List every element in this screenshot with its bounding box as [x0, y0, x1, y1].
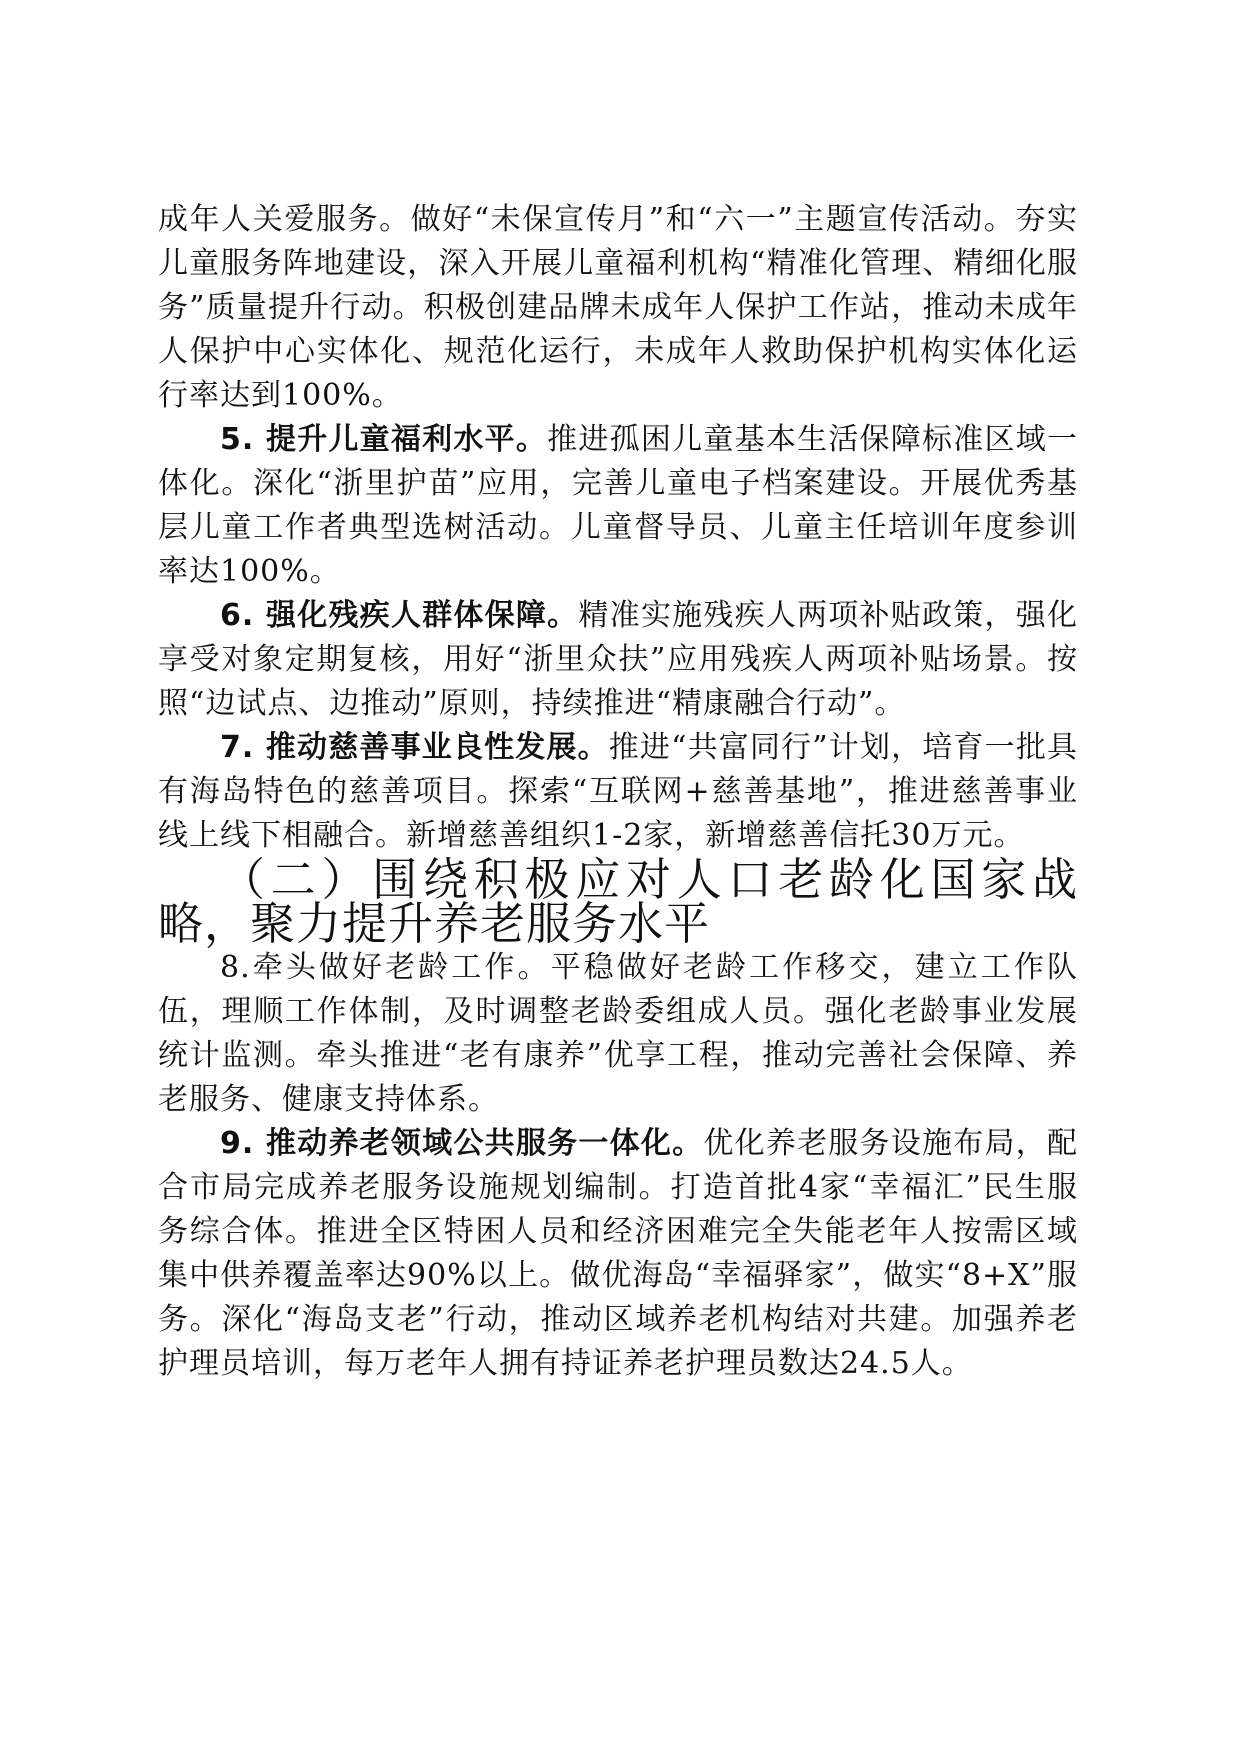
paragraph-text: 推进孤困儿童基本生活保障标准区域一体化。深化“浙里护苗”应用，完善儿童电子档案建设。开展优秀基层儿童工作者典型选树活动。儿童督导员、儿童主任培训年度参训率达100%。 — [158, 422, 1079, 589]
paragraph-lead: 9. 推动养老领域公共服务一体化。 — [220, 1126, 704, 1161]
paragraph-lead: 7. 推动慈善事业良性发展。 — [220, 730, 609, 765]
paragraph-child-welfare — [158, 418, 1078, 594]
paragraph-minor-protection — [158, 198, 1078, 418]
paragraph-lead: 5. 提升儿童福利水平。 — [220, 422, 548, 457]
paragraph-text: 精准实施残疾人两项补贴政策，强化享受对象定期复核，用好“浙里众扶”应用残疾人两项补贴场景。按照“边试点、边推动”原则，持续推进“精康融合行动”。 — [158, 598, 1078, 721]
document-page — [158, 198, 1078, 1386]
paragraph-disability-support — [158, 594, 1078, 726]
paragraph-aging-work — [158, 946, 1078, 1122]
paragraph-text: 8.牵头做好老龄工作。平稳做好老龄工作移交，建立工作队伍，理顺工作体制，及时调整老龄委组成人员。强化老龄事业发展统计监测。牵头推进“老有康养”优享工程，推动完善社会保障、养老服务、健康支持体系。 — [158, 950, 1078, 1117]
paragraph-text: 优化养老服务设施布局，配合市局完成养老服务设施规划编制。打造首批4家“幸福汇”民生服务综合体。推进全区特困人员和经济困难完全失能老年人按需区域集中供养覆盖率达90%以上。做优海岛“幸福驿家”，做实“8+X”服务。深化“海岛支老”行动，推动区域养老机构结对共建。加强养老护理员培训，每万老年人拥有持证养老护理员数达24.5人。 — [158, 1126, 1079, 1381]
paragraph-text: 成年人关爱服务。做好“未保宣传月”和“六一”主题宣传活动。夯实儿童服务阵地建设，深入开展儿童福利机构“精准化管理、精细化服务”质量提升行动。积极创建品牌未成年人保护工作站，推动未成年人保护中心实体化、规范化运行，未成年人救助保护机构实体化运行率达到100%。 — [158, 202, 1078, 413]
paragraph-text: 推进“共富同行”计划，培育一批具有海岛特色的慈善项目。探索“互联网+慈善基地”，推进慈善事业线上线下相融合。新增慈善组织1-2家，新增慈善信托30万元。 — [158, 730, 1078, 853]
paragraph-elderly-services — [158, 1122, 1078, 1386]
paragraph-lead: 6. 强化残疾人群体保障。 — [220, 598, 579, 633]
paragraph-charity — [158, 726, 1078, 858]
section-heading-elderly-care: （二）围绕积极应对人口老龄化国家战略，聚力提升养老服务水平 — [158, 853, 1078, 950]
